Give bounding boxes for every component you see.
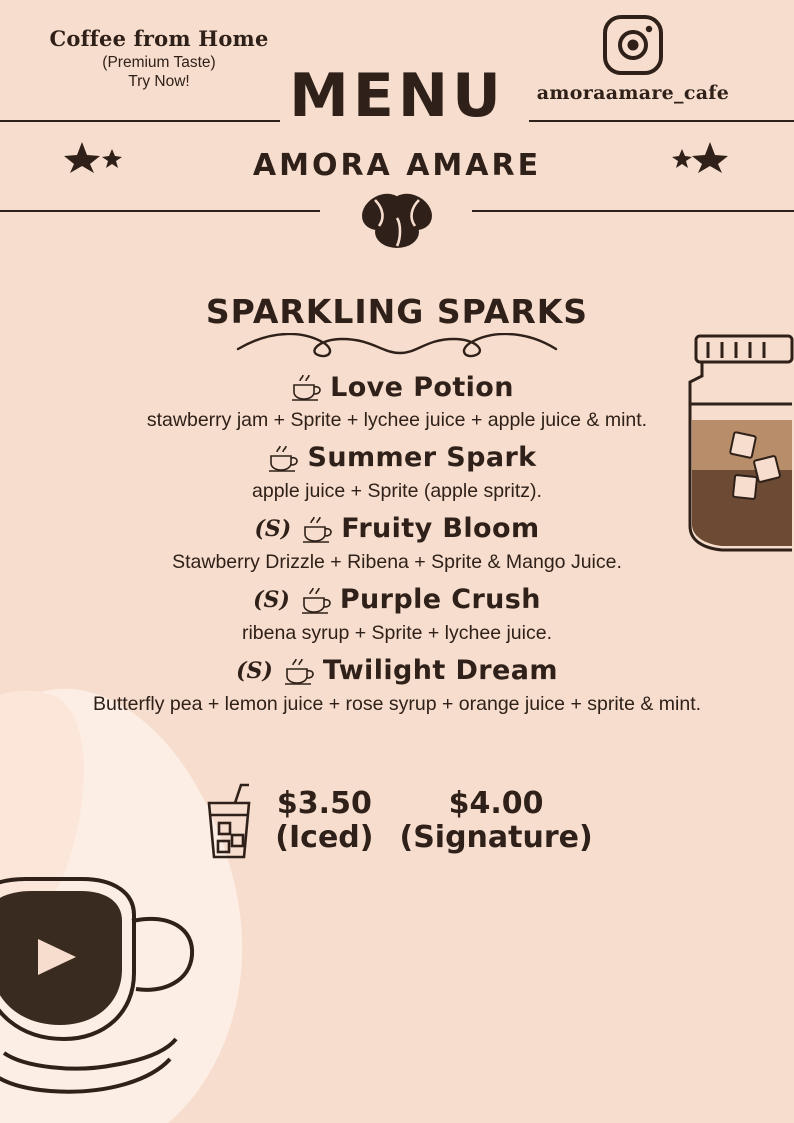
menu-item-header xyxy=(0,441,794,475)
price-iced-label: (Iced) xyxy=(275,819,374,855)
menu-item xyxy=(0,512,794,575)
coffee-cup-icon xyxy=(288,370,322,404)
menu-item-description: Butterfly pea + lemon juice + rose syrup + orange juice + sprite & mint. xyxy=(92,692,702,715)
coffee-cup-icon xyxy=(299,512,333,546)
menu-items-list xyxy=(0,370,794,717)
coffee-cup-illustration xyxy=(0,853,224,1103)
menu-item-name: Love Potion xyxy=(330,371,514,403)
coffee-bean-decoration xyxy=(0,186,794,255)
coffee-cup-icon xyxy=(281,654,315,688)
menu-item-description: Stawberry Drizzle + Ribena + Sprite & Mango Juice. xyxy=(172,550,622,573)
instagram-handle: amoraamare_cafe xyxy=(536,82,730,104)
coffee-cup-icon xyxy=(298,583,332,617)
menu-item-name: Twilight Dream xyxy=(322,655,558,687)
signature-marker: (S) xyxy=(236,657,273,684)
menu-item-description: stawberry jam + Sprite + lychee juice + apple juice & mint. xyxy=(146,409,648,431)
pricing-block xyxy=(0,781,794,861)
squiggle-divider xyxy=(0,333,794,364)
signature-marker: (S) xyxy=(253,586,290,613)
iced-drink-glass-icon xyxy=(201,781,257,861)
menu-item-header xyxy=(0,583,794,617)
price-iced xyxy=(275,787,373,854)
menu-item-name: Fruity Bloom xyxy=(341,513,540,545)
menu-item xyxy=(0,441,794,504)
coffee-cup-icon xyxy=(265,441,299,475)
page-subtitle: AMORA AMARE xyxy=(252,148,542,183)
signature-marker: (S) xyxy=(254,515,292,542)
menu-item xyxy=(0,654,794,717)
price-iced-value: $3.50 xyxy=(276,786,372,822)
price-text-group xyxy=(275,787,592,854)
menu-item-header xyxy=(0,370,794,404)
price-signature-label: (Signature) xyxy=(399,819,593,855)
menu-item-name: Purple Crush xyxy=(339,584,541,616)
section-title: SPARKLING SPARKS xyxy=(205,292,589,331)
menu-header xyxy=(0,0,794,250)
stars-decoration-left xyxy=(62,140,132,174)
menu-item-description: ribena syrup + Sprite + lychee juice. xyxy=(241,621,552,644)
price-signature xyxy=(399,787,592,854)
menu-item-name: Summer Spark xyxy=(307,442,537,474)
page-title: MENU xyxy=(289,61,505,131)
brand-tagline-sub-line2: Try Now! xyxy=(128,72,190,90)
price-signature-value: $4.00 xyxy=(448,786,544,822)
menu-item-header xyxy=(0,512,794,546)
menu-item-description: apple juice + Sprite (apple spritz). xyxy=(252,479,542,502)
menu-item-header xyxy=(0,654,794,688)
brand-tagline-title: Coffee from Home xyxy=(49,26,269,51)
menu-item xyxy=(0,370,794,433)
stars-decoration-right xyxy=(662,140,732,174)
brand-tagline-sub-line1: (Premium Taste) xyxy=(102,54,216,71)
menu-item xyxy=(0,583,794,646)
